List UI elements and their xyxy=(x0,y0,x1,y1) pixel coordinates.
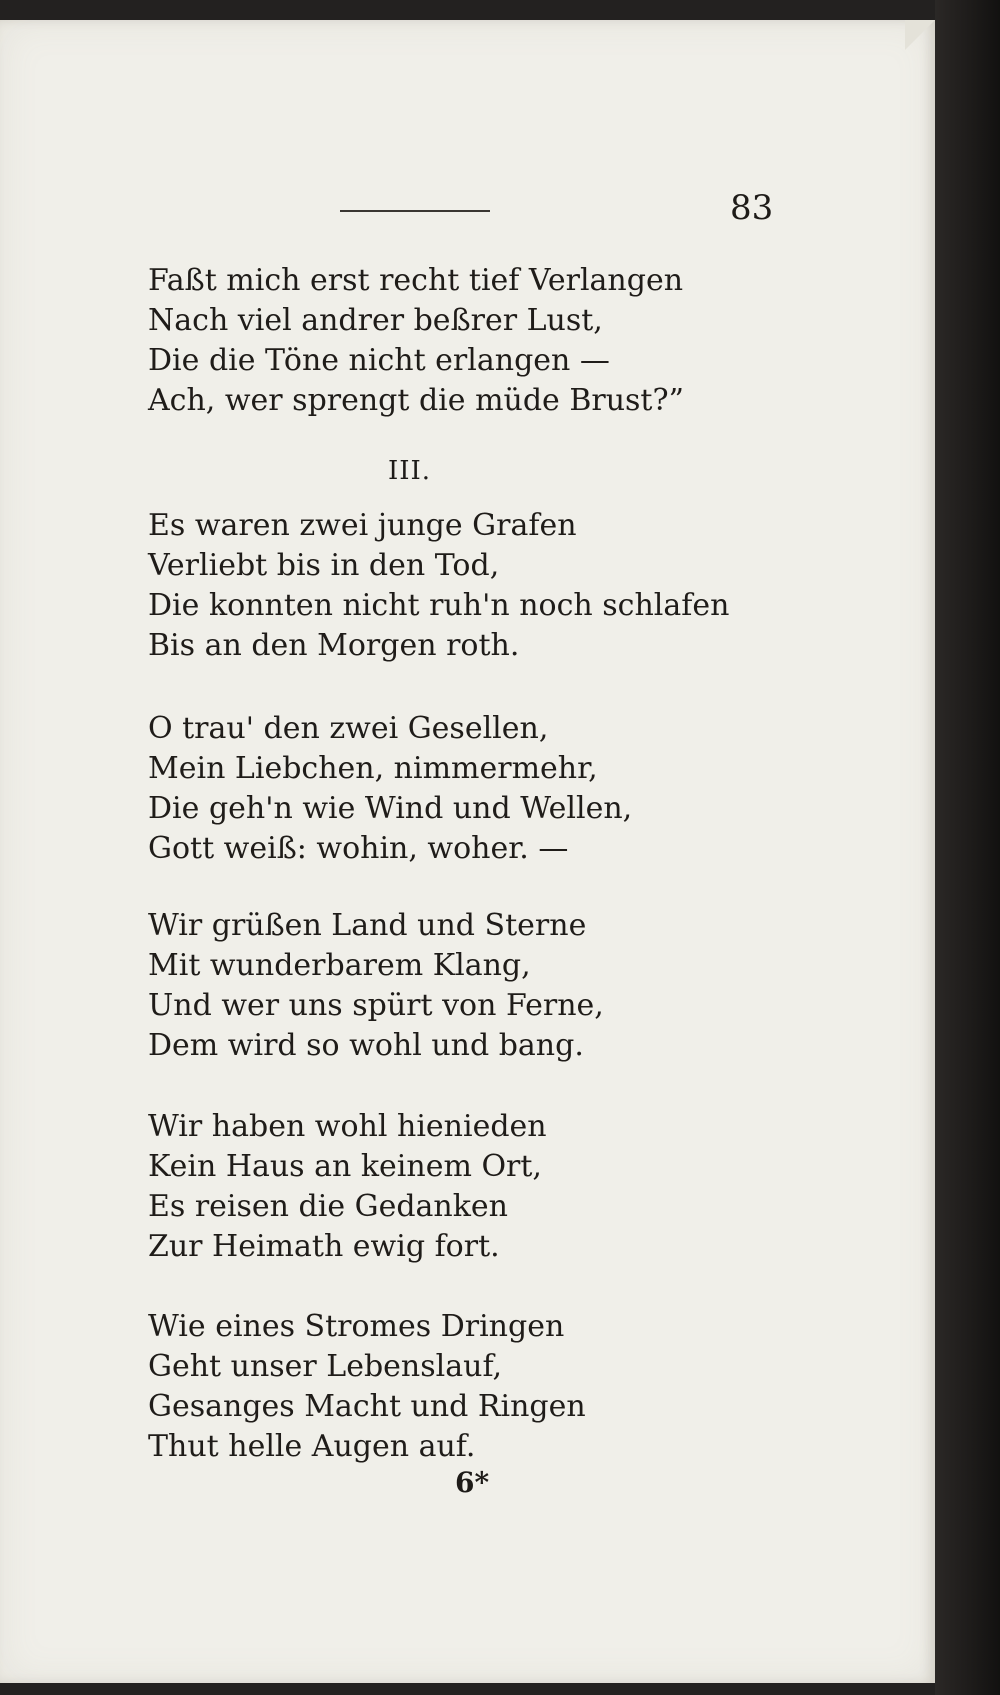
verse-line: Geht unser Lebenslauf, xyxy=(148,1349,503,1384)
verse-line: Zur Heimath ewig fort. xyxy=(148,1229,500,1264)
book-edge xyxy=(935,0,1000,1695)
verse-line: O trau' den zwei Gesellen, xyxy=(148,711,549,746)
stanza-6 xyxy=(148,1307,586,1467)
header-rule xyxy=(340,210,490,212)
verse-line: Dem wird so wohl und bang. xyxy=(148,1028,584,1063)
printer-signature-mark: 6* xyxy=(455,1466,490,1499)
verse-line: Wie eines Stromes Dringen xyxy=(148,1309,565,1344)
verse-line: Bis an den Morgen roth. xyxy=(148,628,520,663)
verse-line: Faßt mich erst recht tief Verlangen xyxy=(148,263,684,298)
verse-line: Es waren zwei junge Grafen xyxy=(148,508,577,543)
page-number: 83 xyxy=(730,188,774,228)
verse-line: Wir grüßen Land und Sterne xyxy=(148,908,587,943)
verse-line: Wir haben wohl hienieden xyxy=(148,1109,547,1144)
stanza-5 xyxy=(148,1107,547,1267)
verse-line: Es reisen die Gedanken xyxy=(148,1189,508,1224)
verse-line: Und wer uns spürt von Ferne, xyxy=(148,988,604,1023)
verse-line: Thut helle Augen auf. xyxy=(148,1429,476,1464)
verse-line: Die geh'n wie Wind und Wellen, xyxy=(148,791,633,826)
verse-line: Die die Töne nicht erlangen — xyxy=(148,343,610,378)
stanza-1 xyxy=(148,261,684,421)
verse-line: Kein Haus an keinem Ort, xyxy=(148,1149,542,1184)
verse-line: Mit wunderbarem Klang, xyxy=(148,948,531,983)
verse-line: Gott weiß: wohin, woher. — xyxy=(148,831,569,866)
verse-line: Nach viel andrer beßrer Lust, xyxy=(148,303,603,338)
verse-line: Gesanges Macht und Ringen xyxy=(148,1389,586,1424)
section-heading: III. xyxy=(388,456,432,486)
verse-line: Mein Liebchen, nimmermehr, xyxy=(148,751,598,786)
stanza-3 xyxy=(148,709,632,869)
verse-line: Verliebt bis in den Tod, xyxy=(148,548,500,583)
page-corner-fold xyxy=(905,20,935,50)
stanza-4 xyxy=(148,906,604,1066)
stanza-2 xyxy=(148,506,729,666)
verse-line: Ach, wer sprengt die müde Brust?” xyxy=(148,383,684,418)
verse-line: Die konnten nicht ruh'n noch schlafen xyxy=(148,588,730,623)
